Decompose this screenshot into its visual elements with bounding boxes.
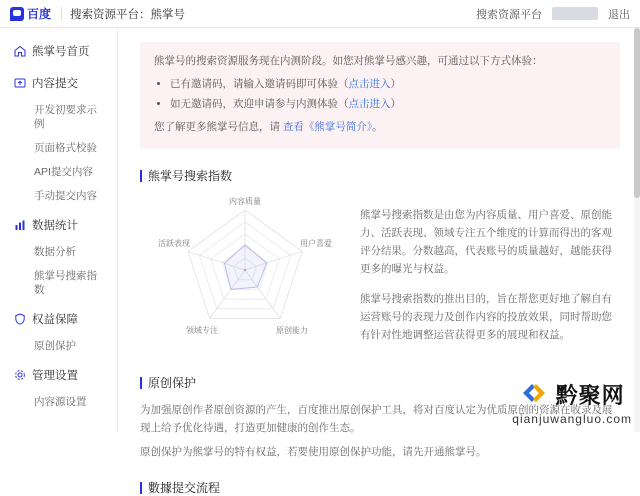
sidebar-label-statistics: 数据统计 — [32, 220, 78, 232]
nav-resource-platform[interactable]: 搜索资源平台 — [476, 8, 542, 21]
main-content — [118, 28, 640, 495]
body-layout — [0, 28, 640, 495]
sidebar-label-management: 管理设置 — [32, 370, 78, 382]
apply-beta-link[interactable]: 点击进入 — [348, 98, 391, 110]
baidu-logo-text: 百度 — [27, 7, 52, 21]
svg-text:原创能力: 原创能力 — [276, 326, 308, 335]
sidebar-group-content-submit — [0, 68, 117, 208]
radar-chart — [140, 194, 350, 344]
sidebar-subitem-api-submit[interactable]: API提交内容 — [34, 166, 93, 178]
section-title-search-index — [140, 167, 620, 184]
notice-footer-prefix: 您了解更多熊掌号信息，请 — [154, 121, 280, 133]
notice-bullet-1 — [170, 75, 606, 94]
sidebar-group-statistics — [0, 210, 117, 302]
section-title-original-protection — [140, 374, 620, 391]
sidebar-subitem-original-protection[interactable]: 原创保护 — [34, 340, 76, 352]
content-scrollbar[interactable] — [634, 28, 640, 432]
notice-footer-suffix: 。 — [372, 121, 383, 133]
sidebar-label-rights: 权益保障 — [32, 314, 78, 326]
baidu-logo[interactable] — [10, 5, 51, 22]
baidu-logo-mark-icon — [10, 7, 24, 21]
sidebar-group-rights — [0, 304, 117, 358]
sidebar-subitem-search-index[interactable]: 熊掌号搜索指数 — [34, 270, 97, 296]
sidebar-label-home: 熊掌号首页 — [32, 46, 90, 58]
sidebar-subitem-page-format-check[interactable]: 页面格式校验 — [34, 142, 97, 154]
sidebar — [0, 28, 118, 432]
invite-code-link[interactable]: 点击进入 — [348, 78, 391, 90]
svg-text:活跃表现: 活跃表现 — [158, 239, 190, 248]
sidebar-group-home — [0, 36, 117, 66]
search-index-desc-2: 熊掌号搜索指数是由您为内容质量、用户喜爱、原创能力、活跃表现、领域专注五个维度的计算而得出的客观评分结果。分数越高，代表账号的质量越好，越能获得更多的曝光与权益。 — [360, 209, 612, 275]
sidebar-group-management — [0, 360, 117, 414]
search-index-desc-1: 熊掌号搜索指数的推出目的，旨在帮您更好地了解自有运营账号的表现力及创作内容的投放效果，同时帮助您有针对性地调整运营获得更多的展现和权益。 — [360, 293, 612, 341]
section-title-search-index-text: 熊掌号搜索指数 — [148, 169, 233, 183]
notice-bullet-1-prefix: 已有邀请码，请输入邀请码即可体验（ — [170, 78, 349, 90]
sidebar-item-rights[interactable] — [0, 304, 117, 334]
shield-icon — [14, 313, 26, 325]
logout-button[interactable]: 退出 — [608, 8, 630, 21]
sidebar-subitem-content-source-settings[interactable]: 内容源设置 — [34, 396, 87, 408]
watermark-subtext: qianjuwangluo.com — [512, 412, 632, 426]
account-name-masked[interactable] — [552, 7, 598, 20]
original-protection-p2: 原创保护为熊掌号的特有权益，若要使用原创保护功能，请先开通熊掌号。 — [140, 446, 487, 458]
notice-banner — [140, 42, 620, 149]
scrollbar-thumb[interactable] — [634, 28, 640, 198]
section-accent-bar-2 — [140, 377, 142, 389]
original-protection-p1: 为加强原创作者原创资源的产生，百度推出原创保护工具，将对百度认定为优质原创的资源在收录及展现上给予优化待遇，打造更加健康的创作生态。 — [140, 404, 613, 434]
topbar-divider — [61, 7, 62, 21]
notice-line1: 熊掌号的搜索资源服务现在内测阶段。如您对熊掌号感兴趣，可通过以下方式体验： — [154, 55, 543, 67]
notice-bullets — [154, 75, 606, 114]
svg-text:领域专注: 领域专注 — [186, 326, 218, 335]
home-icon — [14, 45, 26, 57]
svg-text:用户喜爱: 用户喜爱 — [300, 239, 332, 248]
notice-footer — [154, 118, 606, 137]
search-index-row — [140, 194, 620, 356]
platform-title: 搜索资源平台：熊掌号 — [70, 8, 186, 21]
upload-icon — [14, 77, 26, 89]
sidebar-item-content-submit[interactable] — [0, 68, 117, 98]
section-accent-bar-3 — [140, 482, 142, 494]
watermark-text: 黔聚网 — [555, 383, 625, 408]
sidebar-item-statistics[interactable] — [0, 210, 117, 240]
sidebar-subitem-manual-submit[interactable]: 手动提交内容 — [34, 190, 97, 202]
notice-bullet-2 — [170, 95, 606, 114]
sidebar-subitem-dev-requirements[interactable]: 开发初要求示例 — [34, 104, 97, 130]
section-accent-bar — [140, 170, 142, 182]
notice-bullet-2-prefix: 如无邀请码，欢迎申请参与内测体验（ — [170, 98, 349, 110]
sidebar-label-content-submit: 内容提交 — [32, 78, 78, 90]
intro-doc-link[interactable]: 查看《熊掌号简介》 — [282, 121, 373, 133]
sidebar-item-management[interactable] — [0, 360, 117, 390]
sidebar-subitem-data-analysis[interactable]: 数据分析 — [34, 246, 76, 258]
section-title-data-flow-text: 數據提交流程 — [148, 481, 221, 495]
section-title-data-flow — [140, 479, 620, 496]
search-index-description — [360, 194, 620, 356]
notice-bullet-1-suffix: ） — [390, 78, 401, 90]
sidebar-item-home[interactable] — [0, 36, 117, 66]
settings-icon — [14, 369, 26, 381]
section-title-original-protection-text: 原创保护 — [148, 376, 197, 390]
top-bar — [0, 0, 640, 28]
notice-bullet-2-suffix: ） — [390, 98, 401, 110]
chart-icon — [14, 219, 26, 231]
topbar-right — [476, 6, 630, 22]
svg-text:内容质量: 内容质量 — [229, 197, 261, 206]
